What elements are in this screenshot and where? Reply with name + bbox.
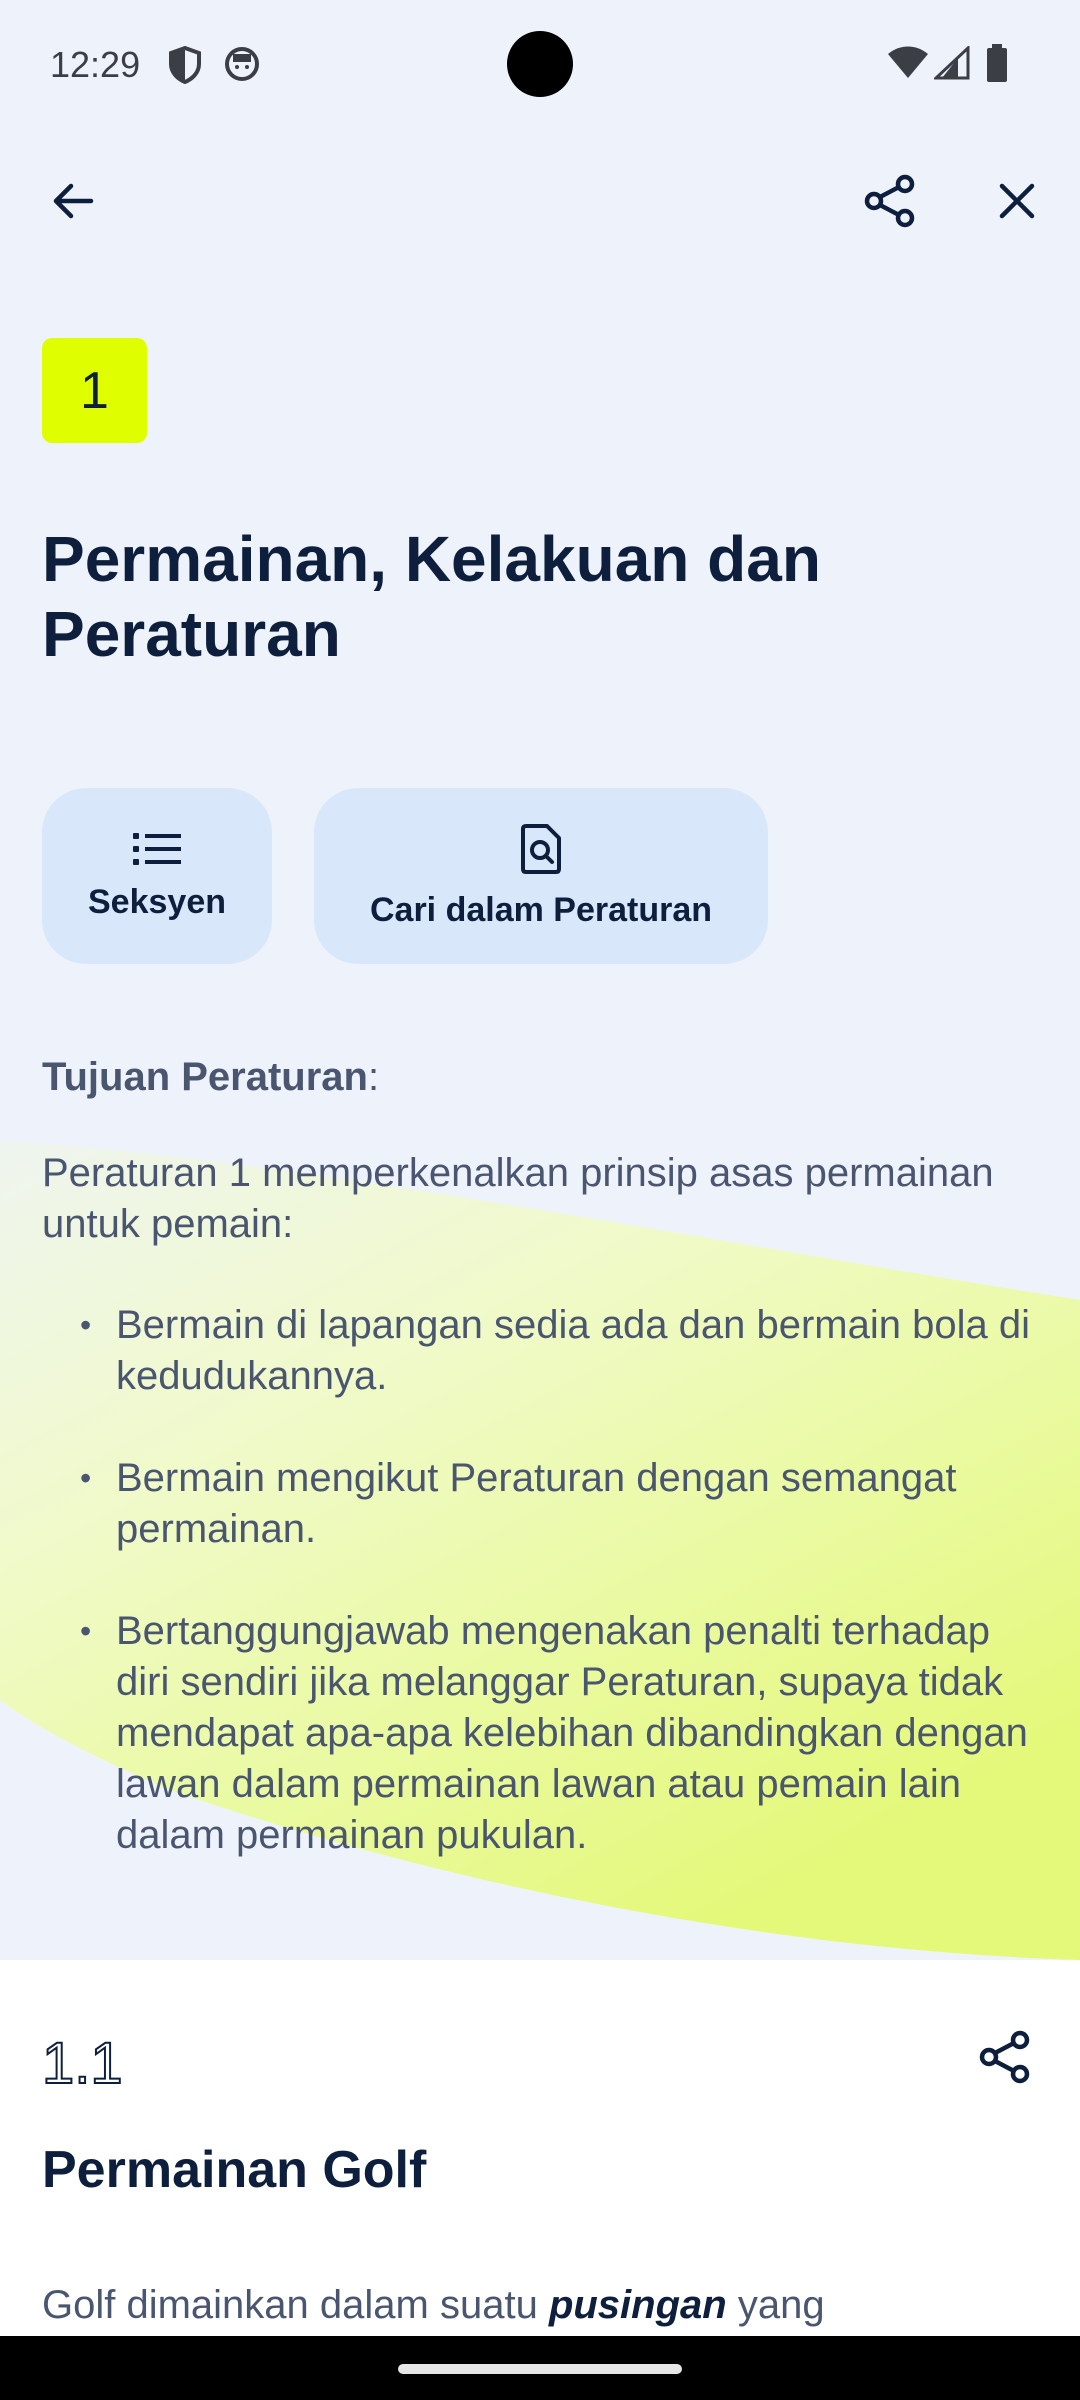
- section-body-text: Golf dimainkan dalam suatu: [42, 2283, 549, 2327]
- status-time: 12:29: [50, 44, 141, 85]
- sections-button-label: Seksyen: [88, 882, 226, 921]
- rule-number-badge: 1: [42, 338, 147, 443]
- share-icon: [863, 174, 917, 228]
- section-body-text-end: yang: [726, 2283, 825, 2327]
- battery-icon: [985, 44, 1009, 82]
- search-in-rules-label: Cari dalam Peraturan: [369, 890, 713, 929]
- system-navigation-bar: [0, 2336, 1080, 2400]
- home-gesture-handle[interactable]: [398, 2364, 682, 2374]
- camera-cutout: [507, 31, 573, 97]
- list-item: • Bermain mengikut Peraturan dengan semangat permainan.: [42, 1453, 1042, 1555]
- page-title: Permainan, Kelakuan dan Peraturan: [42, 523, 821, 670]
- purpose-heading-text: Tujuan Peraturan: [42, 1055, 368, 1099]
- search-document-icon: [519, 823, 563, 875]
- shield-icon: [168, 46, 202, 84]
- share-icon: [978, 2030, 1032, 2084]
- sections-button[interactable]: [42, 788, 272, 964]
- purpose-list: [42, 1300, 1042, 1861]
- purpose-heading: [42, 1055, 1042, 1100]
- section-share-button[interactable]: [960, 2012, 1050, 2102]
- section-number: 1.1: [42, 2031, 123, 2096]
- share-button[interactable]: [845, 156, 935, 246]
- status-bar: [0, 0, 1080, 130]
- section-body: [42, 2280, 1042, 2331]
- list-icon: [133, 831, 181, 867]
- search-in-rules-button[interactable]: [314, 788, 768, 964]
- close-icon: [997, 181, 1037, 221]
- close-button[interactable]: [972, 156, 1062, 246]
- signal-icon: [934, 46, 970, 80]
- defined-term-link[interactable]: pusingan: [548, 2283, 727, 2327]
- list-item: • Bertanggungjawab mengenakan penalti terhadap diri sendiri jika melanggar Peraturan, supaya tidak mendapat apa-apa kelebihan dibandingkan dengan lawan dalam permainan lawan atau pemain lain dalam permainan pukulan.: [42, 1606, 1042, 1861]
- arrow-left-icon: [49, 177, 97, 225]
- back-button[interactable]: [28, 156, 118, 246]
- wifi-icon: [888, 46, 928, 80]
- section-title: Permainan Golf: [42, 2141, 427, 2199]
- rule-purpose: [42, 1055, 1042, 1912]
- list-item: • Bermain di lapangan sedia ada dan bermain bola di kedudukannya.: [42, 1300, 1042, 1402]
- purpose-colon: :: [367, 1055, 380, 1099]
- face-icon: [224, 46, 260, 82]
- purpose-intro: Peraturan 1 memperkenalkan prinsip asas permainan untuk pemain:: [42, 1151, 994, 1246]
